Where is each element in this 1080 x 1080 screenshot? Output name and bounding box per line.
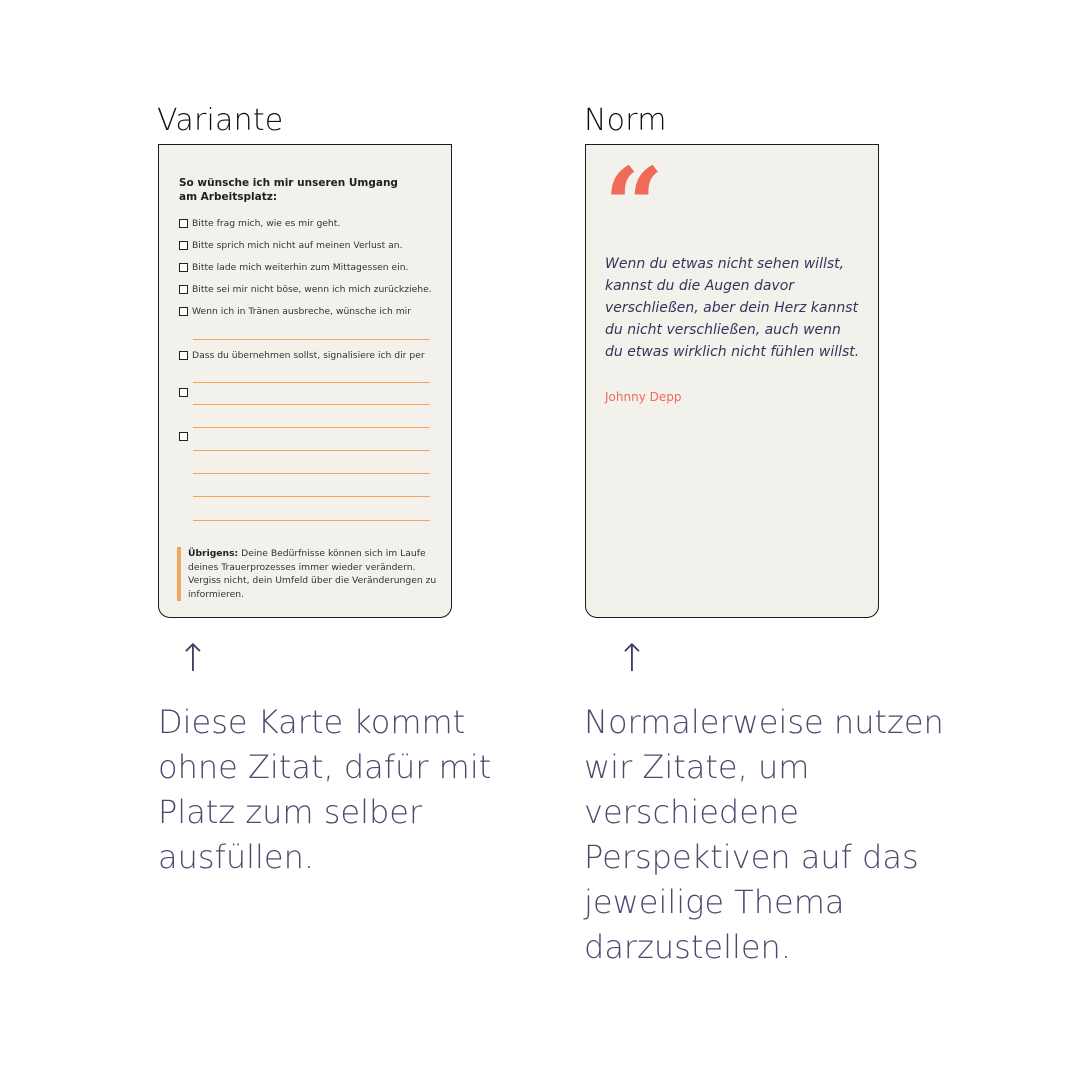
- checklist-item-label: Wenn ich in Tränen ausbreche, wünsche ich mir: [192, 306, 411, 317]
- checklist-item[interactable]: [179, 218, 340, 229]
- up-arrow-icon: ↑: [177, 636, 209, 680]
- up-arrow-icon: ↑: [616, 636, 648, 680]
- checklist-item[interactable]: [179, 262, 408, 273]
- note-text: Deine Bedürfnisse können sich im Laufe deines Trauerprozesses immer wieder verändern. Vergiss nicht, dein Umfeld über die Veränderungen zu informieren.: [188, 548, 437, 600]
- note-label: Übrigens:: [188, 548, 239, 559]
- checklist-item[interactable]: [179, 388, 192, 397]
- norm-card: [585, 144, 879, 618]
- variante-card: [158, 144, 452, 618]
- checklist-item-label: Bitte sprich mich nicht auf meinen Verlust an.: [192, 240, 403, 251]
- quote-text: Wenn du etwas nicht sehen willst, kannst du die Augen davor verschließen, aber dein Herz kannst du nicht verschließen, auch wenn du etwas wirklich nicht fühlen willst.: [605, 256, 860, 360]
- fill-in-line[interactable]: [193, 473, 430, 474]
- checkbox[interactable]: [179, 263, 188, 272]
- checklist-item[interactable]: [179, 350, 425, 361]
- checklist-item[interactable]: [179, 432, 192, 441]
- checkbox[interactable]: [179, 307, 188, 316]
- checkbox[interactable]: [179, 351, 188, 360]
- fill-in-line[interactable]: [193, 520, 430, 521]
- checklist-item-label: Bitte sei mir nicht böse, wenn ich mich zurückziehe.: [192, 284, 432, 295]
- variante-caption: Diese Karte kommt ohne Zitat, dafür mit Platz zum selber ausfüllen.: [158, 703, 492, 876]
- fill-in-line[interactable]: [193, 404, 430, 405]
- fill-in-line[interactable]: [193, 382, 430, 383]
- fill-in-line[interactable]: [193, 339, 430, 340]
- checklist-item[interactable]: [179, 284, 432, 295]
- fill-in-line[interactable]: [193, 496, 430, 497]
- quote-author: Johnny Depp: [605, 390, 682, 404]
- fill-in-line[interactable]: [193, 427, 430, 428]
- checkbox[interactable]: [179, 241, 188, 250]
- checklist-item-label: Bitte lade mich weiterhin zum Mittagessen ein.: [192, 262, 409, 273]
- checklist-item-label: Dass du übernehmen sollst, signalisiere ich dir per: [192, 350, 425, 361]
- card-heading: So wünsche ich mir unseren Umgang am Arbeitsplatz:: [179, 177, 398, 203]
- checklist-item[interactable]: [179, 240, 403, 251]
- checkbox[interactable]: [179, 285, 188, 294]
- checkbox[interactable]: [179, 388, 188, 397]
- variante-title: Variante: [157, 103, 284, 138]
- checkbox[interactable]: [179, 432, 188, 441]
- checklist-item-label: Bitte frag mich, wie es mir geht.: [192, 218, 341, 229]
- quote-mark-icon: “: [604, 144, 664, 267]
- norm-title: Norm: [584, 103, 667, 138]
- info-note: [177, 547, 446, 601]
- norm-caption: Normalerweise nutzen wir Zitate, um verschiedene Perspektiven auf das jeweilige Thema darzustellen.: [584, 703, 944, 966]
- fill-in-line[interactable]: [193, 450, 430, 451]
- checklist-item[interactable]: [179, 306, 411, 317]
- checkbox[interactable]: [179, 219, 188, 228]
